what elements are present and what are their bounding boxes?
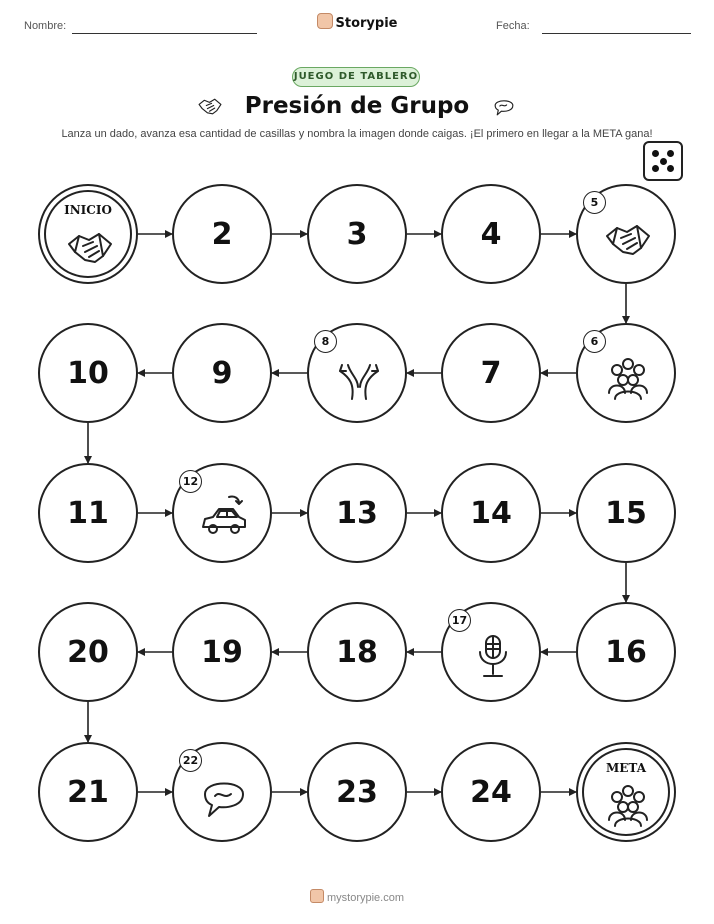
board-cell-6 [576, 323, 676, 423]
board-cell-12 [172, 463, 272, 563]
cell-number-badge: 17 [448, 609, 471, 632]
board-cell-4 [441, 184, 541, 284]
footer-url: mystorypie.com [326, 892, 405, 904]
cell-number-badge: 5 [583, 191, 606, 214]
microphone-icon [468, 632, 518, 682]
cell-number: 10 [67, 356, 109, 391]
board-cell-25 [576, 742, 676, 842]
cell-number: 18 [336, 635, 378, 670]
cell-number: 13 [336, 496, 378, 531]
group-of-people-icon [603, 780, 653, 830]
cell-number: 11 [67, 496, 109, 531]
board-cell-13 [307, 463, 407, 563]
car-icon [199, 493, 249, 543]
cell-label: INICIO [64, 203, 112, 217]
cell-number-badge: 12 [179, 470, 202, 493]
board-cell-24 [441, 742, 541, 842]
date-label: Fecha: [496, 20, 530, 32]
board-cell-22 [172, 742, 272, 842]
name-label: Nombre: [24, 20, 67, 32]
cell-number: 21 [67, 775, 109, 810]
cell-number: 3 [346, 217, 368, 252]
handshake-icon [65, 222, 115, 272]
cell-number: 19 [201, 635, 243, 670]
instructions: Lanza un dado, avanza esa cantidad de casillas y nombra la imagen donde caigas. ¡El primero en llegar a la META gana! [61, 128, 653, 140]
cell-number: 14 [470, 496, 512, 531]
board-cell-17 [441, 602, 541, 702]
board-cell-21 [38, 742, 138, 842]
cell-number-badge: 22 [179, 749, 202, 772]
board-cell-1 [38, 184, 138, 284]
board-cell-5 [576, 184, 676, 284]
footer [0, 889, 714, 904]
cell-number: 24 [470, 775, 512, 810]
board-cell-16 [576, 602, 676, 702]
board-cell-18 [307, 602, 407, 702]
board-cell-19 [172, 602, 272, 702]
cell-number: 7 [480, 356, 502, 391]
board-cell-23 [307, 742, 407, 842]
handshake-icon [603, 214, 653, 264]
board-cell-20 [38, 602, 138, 702]
board-cell-15 [576, 463, 676, 563]
brand-name: Storypie [335, 16, 398, 31]
split-road-icon [334, 353, 384, 403]
board-cell-8 [307, 323, 407, 423]
board-cell-14 [441, 463, 541, 563]
board-cell-3 [307, 184, 407, 284]
cell-number: 23 [336, 775, 378, 810]
cell-number: 2 [211, 217, 233, 252]
title-text: Presión de Grupo [244, 93, 470, 119]
speech-bubble-icon [199, 772, 249, 822]
cell-number: 9 [211, 356, 233, 391]
cell-number-badge: 6 [583, 330, 606, 353]
cell-number-badge: 8 [314, 330, 337, 353]
storypie-logo-icon [310, 889, 324, 903]
board-cell-11 [38, 463, 138, 563]
cell-number: 16 [605, 635, 647, 670]
cell-number: 20 [67, 635, 109, 670]
board-cell-7 [441, 323, 541, 423]
board-cell-10 [38, 323, 138, 423]
board-cell-2 [172, 184, 272, 284]
game-type-badge: JUEGO DE TABLERO [292, 67, 420, 87]
cell-label: META [605, 761, 646, 775]
board-cell-9 [172, 323, 272, 423]
group-of-people-icon [603, 353, 653, 403]
cell-number: 15 [605, 496, 647, 531]
cell-number: 4 [480, 217, 502, 252]
